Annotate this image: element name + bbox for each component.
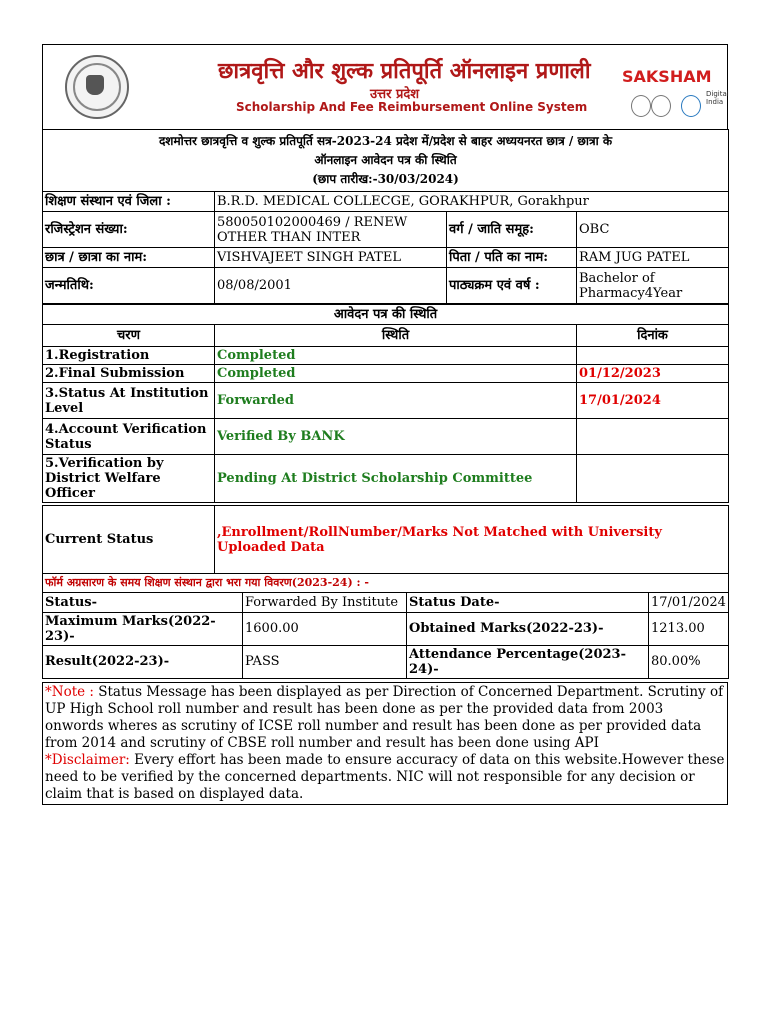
- disclaimer-text: Every effort has been made to ensure accuracy of data on this website.However these need to be verified by the concerned departments. NIC will not responsible for any decision or claim that is based on displayed data.: [45, 751, 725, 802]
- digital-india-icon: [681, 95, 701, 117]
- registration-value: 580050102000469 / RENEW OTHER THAN INTER: [215, 212, 447, 248]
- ff-max-marks-value: 1600.00: [243, 612, 407, 645]
- saksham-logo: SAKSHAM: [622, 67, 712, 86]
- current-status-value: ,Enrollment/RollNumber/Marks Not Matched with University Uploaded Data: [215, 506, 729, 574]
- document: [42, 44, 728, 805]
- stage-date: 01/12/2023: [577, 365, 729, 383]
- title-english: Scholarship And Fee Reimbursement Online System: [236, 100, 588, 114]
- dob-label: जन्मतिथि:: [43, 268, 215, 304]
- table-row: [43, 419, 729, 455]
- up-emblem-icon: [65, 55, 129, 119]
- institute-value: B.R.D. MEDICAL COLLECGE, GORAKHPUR, Gorakhpur: [215, 192, 729, 212]
- col-stage: चरण: [43, 325, 215, 347]
- table-row: [43, 347, 729, 365]
- stage-label: 4.Account Verification Status: [43, 419, 215, 455]
- father-name-value: RAM JUG PATEL: [577, 248, 729, 268]
- gandhi-glasses-icon-2: [651, 95, 671, 117]
- notes-box: [42, 682, 728, 805]
- registration-label: रजिस्ट्रेशन संख्या:: [43, 212, 215, 248]
- col-status: स्थिति: [215, 325, 577, 347]
- current-status-table: [42, 505, 729, 574]
- disclaimer-label: *Disclaimer:: [45, 751, 130, 768]
- ff-attendance-label: Attendance Percentage(2023-24)-: [407, 645, 649, 678]
- caste-label: वर्ग / जाति समूह:: [447, 212, 577, 248]
- col-date: दिनांक: [577, 325, 729, 347]
- ff-max-marks-label: Maximum Marks(2022-23)-: [43, 612, 243, 645]
- ff-status-date-value: 17/01/2024: [649, 592, 729, 612]
- ff-status-date-label: Status Date-: [407, 592, 649, 612]
- stage-status: Verified By BANK: [215, 419, 577, 455]
- digital-india-label: Digital India: [706, 90, 729, 106]
- stage-status: Forwarded: [215, 383, 577, 419]
- ff-status-value: Forwarded By Institute: [243, 592, 407, 612]
- stage-date: [577, 455, 729, 503]
- ff-result-label: Result(2022-23)-: [43, 645, 243, 678]
- form-forward-title: फॉर्म अग्रसारण के समय शिक्षण संस्थान द्वारा भरा गया विवरण(2023-24) : -: [43, 574, 729, 592]
- gandhi-glasses-icon: [631, 95, 651, 117]
- current-status-label: Current Status: [43, 506, 215, 574]
- father-name-label: पिता / पति का नाम:: [447, 248, 577, 268]
- stage-date: [577, 347, 729, 365]
- page-subtitle: दशमोत्तर छात्रवृत्ति व शुल्क प्रतिपूर्ति सत्र-2023-24 प्रदेश में/प्रदेश से बाहर अध्ययनरत छात्र / छात्रा के ऑनलाइन आवेदन पत्र की स्थिति (छाप तारीख:-30/03/2024): [43, 130, 729, 192]
- course-value: Bachelor of Pharmacy4Year: [577, 268, 729, 304]
- stage-label: 2.Final Submission: [43, 365, 215, 383]
- note-label: *Note :: [45, 683, 94, 700]
- state-hindi: उत्तर प्रदेश: [370, 87, 420, 102]
- student-name-value: VISHVAJEET SINGH PATEL: [215, 248, 447, 268]
- stage-date: 17/01/2024: [577, 383, 729, 419]
- stage-label: 3.Status At Institution Level: [43, 383, 215, 419]
- stage-label: 5.Verification by District Welfare Officer: [43, 455, 215, 503]
- caste-value: OBC: [577, 212, 729, 248]
- stage-status: Completed: [215, 365, 577, 383]
- stage-status: Pending At District Scholarship Committee: [215, 455, 577, 503]
- header: [42, 44, 728, 129]
- title-hindi: छात्रवृत्ति और शुल्क प्रतिपूर्ति ऑनलाइन प्रणाली: [218, 59, 591, 84]
- table-row: [43, 455, 729, 503]
- details-table: [42, 129, 729, 304]
- stage-date: [577, 419, 729, 455]
- ff-attendance-value: 80.00%: [649, 645, 729, 678]
- status-table: [42, 304, 729, 503]
- ff-obtained-label: Obtained Marks(2022-23)-: [407, 612, 649, 645]
- stage-label: 1.Registration: [43, 347, 215, 365]
- table-row: [43, 365, 729, 383]
- ff-result-value: PASS: [243, 645, 407, 678]
- note-text: Status Message has been displayed as per Direction of Concerned Department. Scrutiny of UP High School roll number and result has been done as per the provided data from 2003 onwords wheres as scrutiny of ICSE roll number and result has been done as per provided data from 2014 and scrutiny of CBSE roll number and result has been done using API: [45, 683, 724, 751]
- ff-status-label: Status-: [43, 592, 243, 612]
- ff-obtained-value: 1213.00: [649, 612, 729, 645]
- stage-status: Completed: [215, 347, 577, 365]
- student-name-label: छात्र / छात्रा का नाम:: [43, 248, 215, 268]
- table-row: [43, 383, 729, 419]
- form-forward-table: [42, 574, 729, 679]
- dob-value: 08/08/2001: [215, 268, 447, 304]
- status-heading: आवेदन पत्र की स्थिति: [43, 305, 729, 325]
- institute-label: शिक्षण संस्थान एवं जिला :: [43, 192, 215, 212]
- course-label: पाठ्यक्रम एवं वर्ष :: [447, 268, 577, 304]
